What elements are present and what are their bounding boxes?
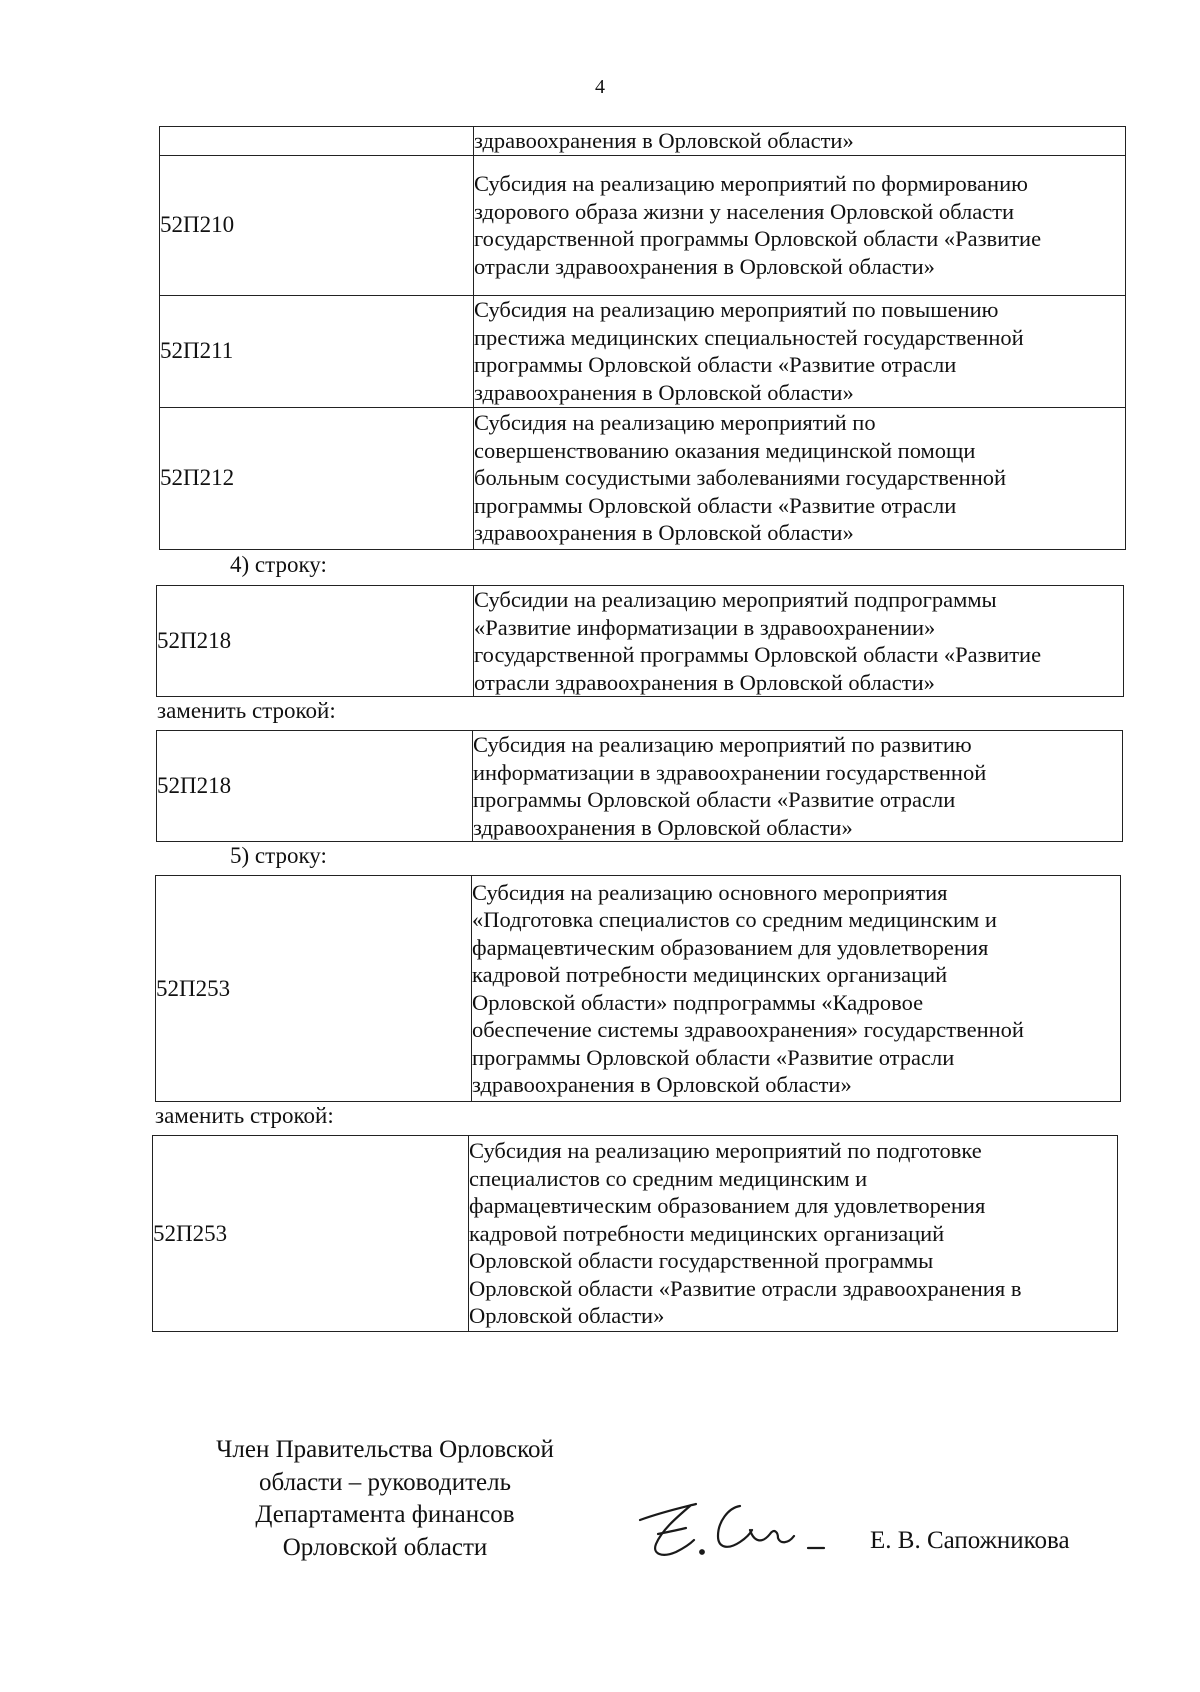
- description-line: программы Орловской области «Развитие отрасли: [473, 787, 956, 812]
- description-line: больным сосудистыми заболеваниями государственной: [474, 465, 1007, 491]
- description-line: здравоохранения в Орловской области»: [474, 379, 854, 405]
- codes-table-item-4: [156, 585, 1124, 697]
- description-line: государственной программы Орловской области «Развитие: [474, 642, 1042, 667]
- item-4-label: 4) строку:: [230, 552, 327, 577]
- codes-table-replacement-5: [152, 1135, 1118, 1332]
- description-cell: [472, 876, 1121, 1102]
- description-line: государственной программы Орловской области «Развитие: [474, 226, 1042, 251]
- signer-name: Е. В. Сапожникова: [870, 1527, 1070, 1554]
- replace-label: заменить строкой:: [155, 1103, 334, 1128]
- signatory-position: [170, 1434, 600, 1564]
- description-line: здорового образа жизни у населения Орловской области: [474, 198, 1015, 224]
- description-line: фармацевтическим образованием для удовлетворения: [469, 1193, 986, 1219]
- description-line: информатизации в здравоохранении государственной: [473, 759, 987, 785]
- description-line: Орловской области» подпрограммы «Кадровое: [472, 989, 924, 1015]
- replace-label: заменить строкой:: [157, 698, 336, 723]
- description-line: отрасли здравоохранения в Орловской области»: [474, 669, 935, 695]
- description-cell: [473, 731, 1123, 842]
- description-cell: [474, 127, 1126, 156]
- table-row: [160, 127, 1126, 156]
- description-line: «Развитие информатизации в здравоохранении»: [474, 614, 936, 640]
- description-line: Субсидия на реализацию основного мероприятия: [472, 879, 948, 905]
- description-cell: [474, 295, 1126, 407]
- code-cell: 52П212: [160, 407, 474, 549]
- table-row: [157, 731, 1123, 842]
- description-line: Субсидии на реализацию мероприятий подпрограммы: [474, 587, 997, 612]
- position-line: Орловской области: [282, 1533, 488, 1561]
- description-line: Субсидия на реализацию мероприятий по повышению: [474, 297, 999, 322]
- description-cell: [474, 155, 1126, 295]
- description-cell: [474, 586, 1124, 697]
- description-line: кадровой потребности медицинских организаций: [472, 962, 948, 987]
- table-row: [156, 876, 1121, 1102]
- description-line: здравоохранения в Орловской области»: [474, 128, 854, 153]
- description-line: специалистов со средним медицинским и: [469, 1165, 868, 1191]
- codes-table-continued: [159, 126, 1126, 550]
- codes-table-item-5: [155, 875, 1121, 1102]
- table-row: [153, 1136, 1118, 1332]
- description-line: Субсидия на реализацию мероприятий по подготовке: [469, 1138, 982, 1164]
- position-line: Член Правительства Орловской: [216, 1436, 554, 1463]
- description-line: программы Орловской области «Развитие отрасли: [472, 1044, 955, 1070]
- description-line: программы Орловской области «Развитие отрасли: [474, 492, 957, 518]
- description-cell: [469, 1136, 1118, 1332]
- description-line: Субсидия на реализацию мероприятий по: [474, 410, 876, 436]
- code-cell: 52П218: [157, 586, 474, 697]
- description-line: Орловской области государственной программы: [469, 1248, 934, 1274]
- codes-table-replacement-4: [156, 730, 1123, 842]
- description-line: Орловской области»: [469, 1303, 665, 1329]
- code-cell: 52П253: [153, 1136, 469, 1332]
- table-row: [160, 155, 1126, 295]
- description-line: здравоохранения в Орловской области»: [473, 814, 853, 840]
- description-line: «Подготовка специалистов со средним медицинским и: [472, 907, 997, 932]
- description-line: престижа медицинских специальностей государственной: [474, 324, 1024, 350]
- description-line: обеспечение системы здравоохранения» государственной: [472, 1017, 1024, 1042]
- description-line: Орловской области «Развитие отрасли здравоохранения в: [469, 1275, 1022, 1301]
- page-number: 4: [595, 76, 605, 98]
- description-line: отрасли здравоохранения в Орловской области»: [474, 253, 935, 279]
- code-cell: 52П253: [156, 876, 472, 1102]
- description-line: здравоохранения в Орловской области»: [474, 520, 854, 546]
- code-cell: 52П218: [157, 731, 473, 842]
- description-line: здравоохранения в Орловской области»: [472, 1072, 852, 1097]
- code-cell: 52П211: [160, 295, 474, 407]
- table-row: [157, 586, 1124, 697]
- description-line: совершенствованию оказания медицинской помощи: [474, 437, 976, 463]
- code-cell: 52П210: [160, 155, 474, 295]
- description-line: кадровой потребности медицинских организаций: [469, 1220, 945, 1246]
- description-line: программы Орловской области «Развитие отрасли: [474, 352, 957, 377]
- description-cell: [474, 407, 1126, 549]
- description-line: фармацевтическим образованием для удовлетворения: [472, 934, 989, 960]
- handwritten-signature: [632, 1478, 832, 1578]
- table-row: [160, 407, 1126, 549]
- item-5-label: 5) строку:: [230, 843, 327, 868]
- code-cell: [160, 127, 474, 156]
- position-line: области – руководитель: [258, 1468, 512, 1496]
- description-line: Субсидия на реализацию мероприятий по формированию: [474, 171, 1028, 196]
- position-line: Департамента финансов: [255, 1501, 515, 1528]
- table-row: [160, 295, 1126, 407]
- description-line: Субсидия на реализацию мероприятий по развитию: [473, 732, 972, 757]
